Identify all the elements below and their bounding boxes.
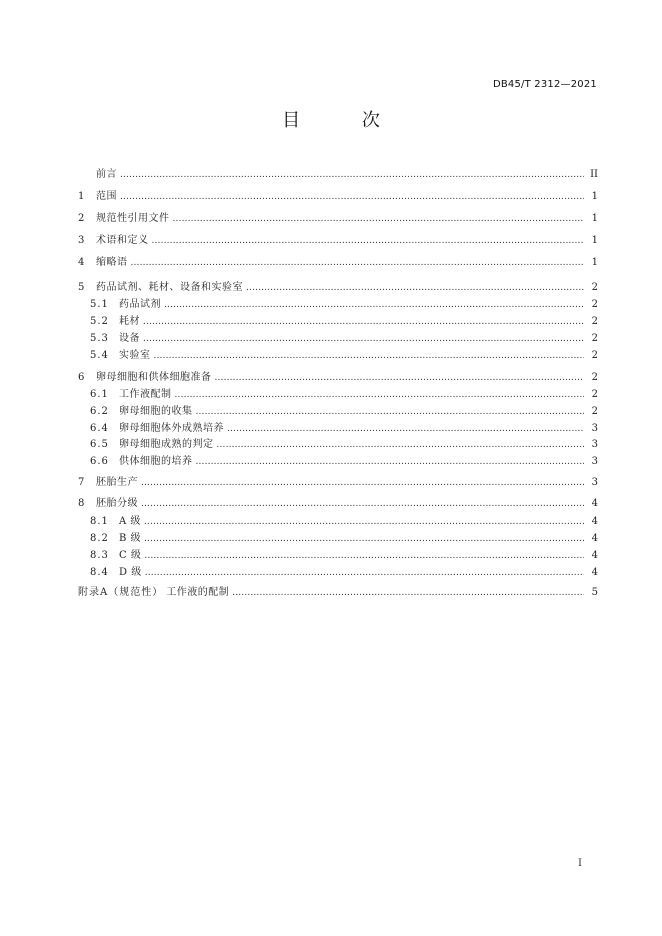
toc-entry-title: C 级 — [119, 550, 142, 561]
toc-entry-number: 1 — [78, 191, 86, 202]
toc-entry[interactable] — [90, 347, 598, 363]
toc-entry-title: A 级 — [119, 516, 141, 527]
toc-dot-leader — [120, 168, 584, 182]
toc-entry-title: 实验室 — [119, 350, 151, 361]
toc-dot-leader — [154, 349, 585, 363]
toc-entry-title: 供体细胞的培养 — [119, 456, 193, 467]
toc-entry-page: 2 — [591, 333, 598, 344]
toc-entry[interactable] — [90, 547, 598, 563]
toc-entry[interactable] — [90, 313, 598, 329]
toc-entry[interactable] — [78, 232, 598, 248]
toc-entry-title: 药品试剂、耗材、设备和实验室 — [96, 282, 243, 293]
toc-entry-title: 卵母细胞成熟的判定 — [119, 439, 214, 450]
toc-entry-title: 工作液配制 — [119, 389, 172, 400]
toc-dot-leader — [143, 332, 584, 346]
toc-entry-title: 卵母细胞的收集 — [119, 406, 193, 417]
toc-entry-number: 6.6 — [90, 456, 109, 467]
toc-entry[interactable] — [78, 279, 598, 295]
toc-entry-page: 3 — [591, 456, 598, 467]
toc-entry-title: 耗材 — [119, 316, 140, 327]
toc-entry-page: 2 — [591, 372, 598, 383]
toc-entry-page: 2 — [591, 299, 598, 310]
toc-dot-leader — [215, 371, 585, 385]
toc-entry-number: 6.5 — [90, 439, 109, 450]
toc-dot-leader — [144, 549, 584, 563]
toc-entry[interactable] — [90, 420, 598, 436]
toc-entry-title: D 级 — [119, 567, 142, 578]
toc-entry-title: 胚胎生产 — [96, 477, 138, 488]
toc-entry-title: 前言 — [96, 169, 117, 180]
toc-entry-number: 5.3 — [90, 333, 109, 344]
toc-entry[interactable] — [90, 564, 598, 580]
toc-entry-number: 8.2 — [90, 533, 109, 544]
toc-entry-page: 1 — [591, 191, 598, 202]
toc-entry[interactable] — [90, 403, 598, 419]
toc-entry-page: 3 — [591, 439, 598, 450]
toc-entry[interactable] — [90, 386, 598, 402]
toc-entry-title: 缩略语 — [96, 257, 128, 268]
toc-entry-page: 4 — [591, 533, 598, 544]
toc-entry-title: 卵母细胞和供体细胞准备 — [96, 372, 212, 383]
toc-entry-page: 2 — [591, 406, 598, 417]
toc-entry-page: 2 — [591, 389, 598, 400]
toc-entry-number: 4 — [78, 257, 86, 268]
toc-entry-page: II — [590, 169, 598, 180]
toc-entry-page: 2 — [591, 282, 598, 293]
toc-entry[interactable] — [78, 369, 598, 385]
toc-dot-leader — [120, 190, 584, 204]
toc-entry-title: 规范性引用文件 — [96, 213, 170, 224]
toc-dot-leader — [196, 405, 585, 419]
toc-dot-leader — [144, 515, 584, 529]
toc-entry[interactable] — [78, 495, 598, 511]
toc-entry-number: 5.1 — [90, 299, 109, 310]
toc-entry-number: 附录A（规范性） — [78, 587, 164, 598]
toc-entry[interactable] — [78, 188, 598, 204]
toc-entry-page: 1 — [591, 213, 598, 224]
toc-dot-leader — [196, 455, 585, 469]
toc-dot-leader — [131, 256, 585, 270]
toc-entry-number: 5.4 — [90, 350, 109, 361]
toc-entry-number: 7 — [78, 477, 86, 488]
toc-dot-leader — [164, 298, 584, 312]
toc-entry-number: 5 — [78, 282, 86, 293]
toc-entry-number: 6.2 — [90, 406, 109, 417]
toc-entry[interactable] — [90, 513, 598, 529]
toc-entry-number: 6 — [78, 372, 86, 383]
toc-entry[interactable] — [78, 254, 598, 270]
toc-entry-number: 8 — [78, 498, 86, 509]
toc-entry-title: 卵母细胞体外成熟培养 — [119, 423, 224, 434]
toc-entry[interactable] — [90, 436, 598, 452]
toc-entry[interactable] — [90, 296, 598, 312]
toc-entry-page: 4 — [591, 550, 598, 561]
toc-dot-leader — [152, 234, 585, 248]
toc-dot-leader — [144, 532, 584, 546]
toc-entry-title: 药品试剂 — [119, 299, 161, 310]
toc-entry-number: 8.3 — [90, 550, 109, 561]
toc-entry-title: 术语和定义 — [96, 235, 149, 246]
toc-entry-number: 2 — [78, 213, 86, 224]
toc-entry-page: 1 — [591, 257, 598, 268]
toc-entry-title: B 级 — [119, 533, 142, 544]
toc-entry-page: 4 — [591, 516, 598, 527]
toc-entry[interactable] — [78, 166, 598, 182]
toc-entry[interactable] — [78, 210, 598, 226]
toc-entry-title: 范围 — [96, 191, 117, 202]
toc-entry-page: 4 — [591, 567, 598, 578]
toc-entry-page: 1 — [591, 235, 598, 246]
toc-entry-page: 2 — [591, 316, 598, 327]
page-title: 目 次 — [282, 110, 408, 131]
toc-entry-page: 4 — [591, 498, 598, 509]
toc-entry-title: 胚胎分级 — [96, 498, 138, 509]
toc-entry-number: 5.2 — [90, 316, 109, 327]
document-code: DB45/T 2312—2021 — [492, 79, 597, 90]
toc-entry[interactable] — [90, 330, 598, 346]
toc-dot-leader — [143, 315, 584, 329]
toc-entry-number: 3 — [78, 235, 86, 246]
page-number: I — [578, 858, 582, 869]
toc-dot-leader — [246, 281, 584, 295]
toc-dot-leader — [227, 422, 584, 436]
toc-dot-leader — [232, 586, 584, 600]
toc-entry-title: 设备 — [119, 333, 140, 344]
toc-entry-page: 5 — [591, 587, 598, 598]
toc-entry-page: 3 — [591, 477, 598, 488]
toc-dot-leader — [141, 476, 584, 490]
toc-entry-number: 8.1 — [90, 516, 109, 527]
toc-entry[interactable] — [90, 530, 598, 546]
toc-entry[interactable] — [78, 474, 598, 490]
toc-dot-leader — [141, 497, 584, 511]
toc-dot-leader — [175, 388, 585, 402]
toc-dot-leader — [173, 212, 585, 226]
toc-dot-leader — [217, 438, 585, 452]
toc-entry-title: 工作液的配制 — [166, 587, 230, 598]
toc-entry-page: 2 — [591, 350, 598, 361]
toc-entry-number: 6.1 — [90, 389, 109, 400]
toc-entry[interactable] — [90, 453, 598, 469]
toc-entry-page: 3 — [591, 423, 598, 434]
toc-dot-leader — [145, 566, 584, 580]
toc-entry-number: 8.4 — [90, 567, 109, 578]
toc-entry-number: 6.4 — [90, 423, 109, 434]
toc-entry[interactable] — [78, 584, 598, 600]
